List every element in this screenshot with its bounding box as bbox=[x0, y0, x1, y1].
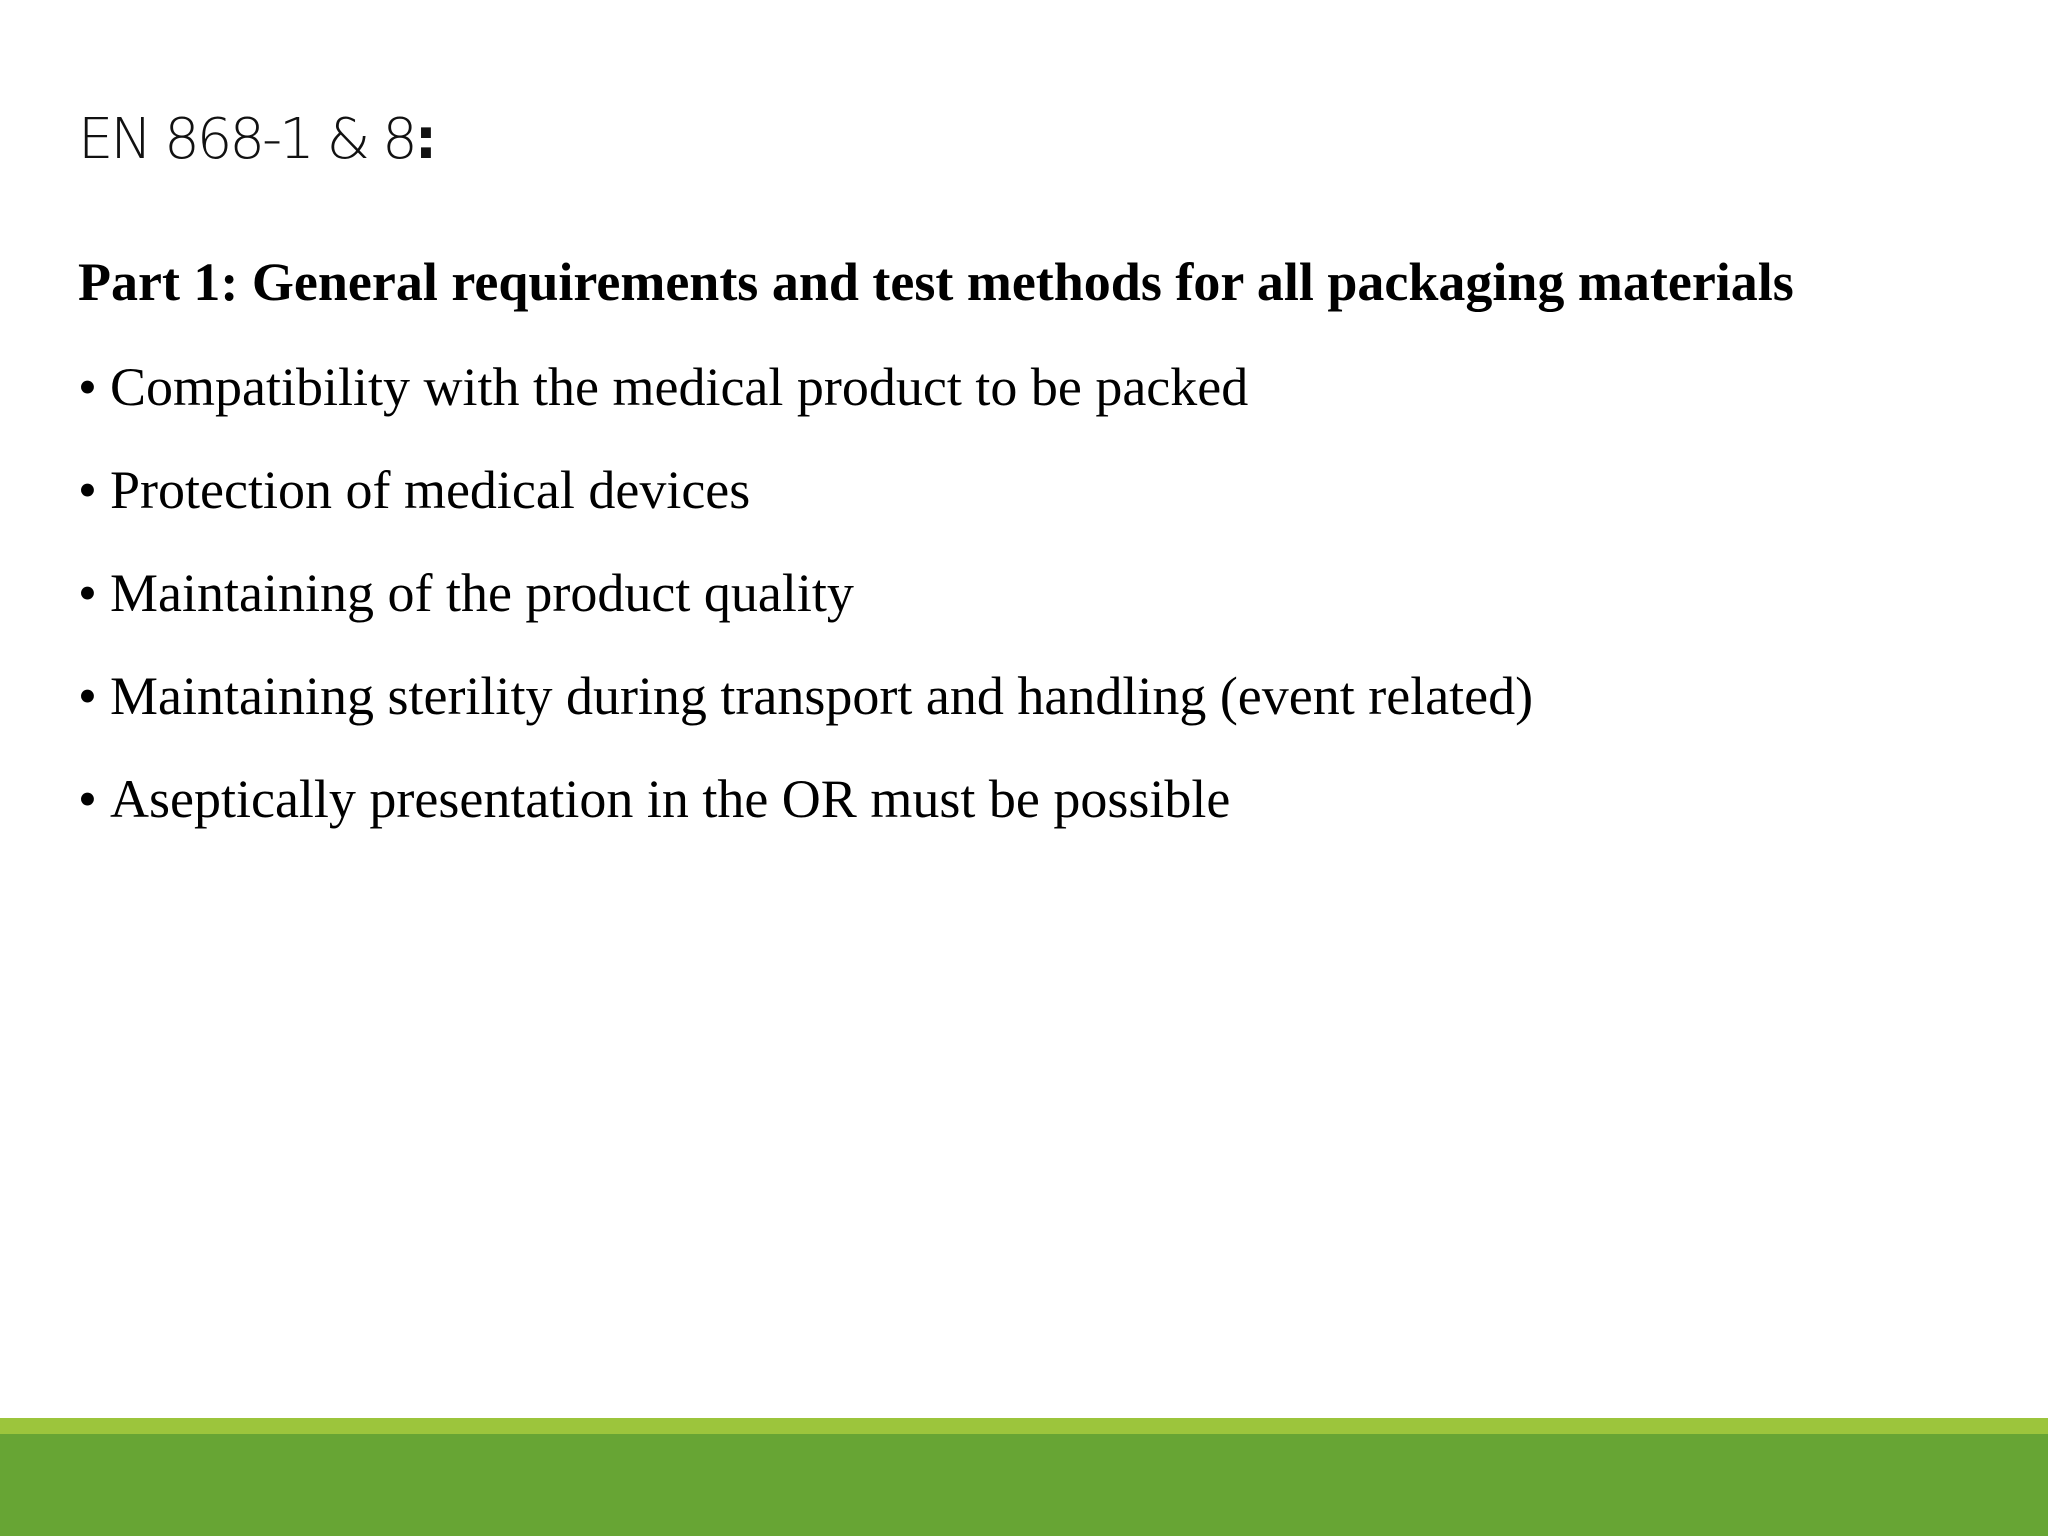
slide-title-text: EN 868-1 & 8 bbox=[78, 107, 415, 172]
bullet-item bbox=[78, 357, 1533, 463]
bullet-text: Compatibility with the medical product to be packed bbox=[110, 357, 1249, 417]
bullet-text: Aseptically presentation in the OR must be possible bbox=[110, 769, 1231, 829]
slide-title-colon: : bbox=[414, 107, 438, 172]
bullet-icon: • bbox=[78, 563, 97, 623]
footer-band bbox=[0, 1418, 2048, 1536]
bullet-item bbox=[78, 563, 1533, 669]
footer-stripe bbox=[0, 1418, 2048, 1434]
bullet-item bbox=[78, 769, 1533, 875]
bullet-text: Protection of medical devices bbox=[110, 460, 751, 520]
slide-title bbox=[78, 107, 438, 172]
bullet-item bbox=[78, 460, 1533, 566]
bullet-icon: • bbox=[78, 357, 97, 417]
bullet-list bbox=[78, 357, 1534, 875]
bullet-icon: • bbox=[78, 666, 97, 726]
bullet-icon: • bbox=[78, 460, 97, 520]
slide-subtitle: Part 1: General requirements and test methods for all packaging materials bbox=[78, 252, 1794, 312]
bullet-text: Maintaining sterility during transport and handling (event related) bbox=[110, 666, 1534, 726]
bullet-item bbox=[78, 666, 1534, 772]
bullet-icon: • bbox=[78, 769, 97, 829]
bullet-text: Maintaining of the product quality bbox=[110, 563, 854, 623]
